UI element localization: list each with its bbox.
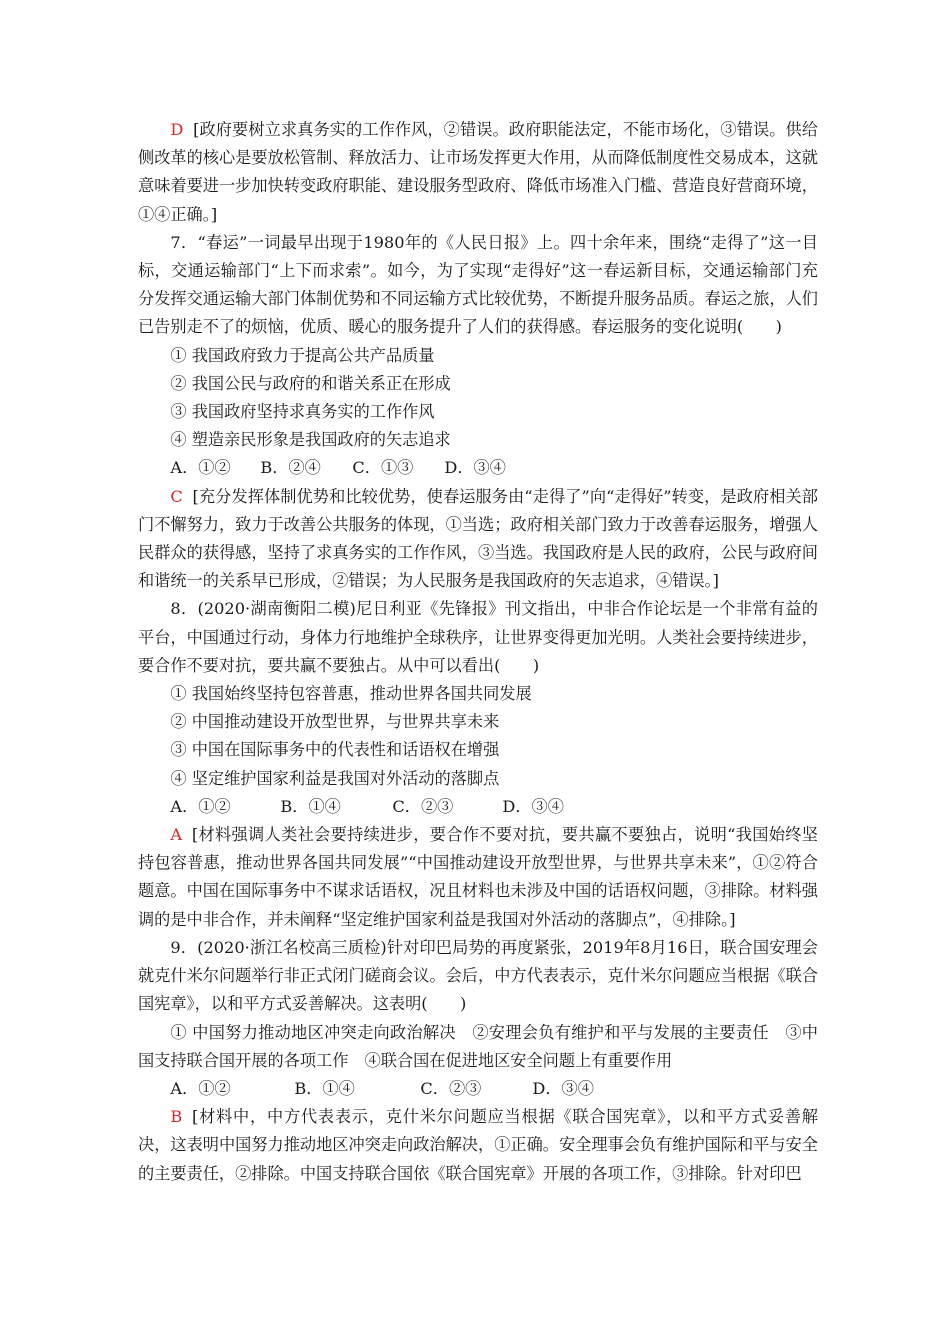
answer-explanation <box>138 483 818 596</box>
answer-letter: A <box>170 825 183 845</box>
choice-d: D．③④ <box>502 796 564 816</box>
question-stem: 9．(2020·浙江名校高三质检)针对印巴局势的再度紧张，2019年8月16日，联合国安理会就克什米尔问题举行非正式闭门磋商会议。会后，中方代表表示，克什米尔问题应当根据《联合国宪章》，以和平方式妥善解决。这表明( ) <box>138 937 818 1014</box>
statement-option: ④ 坚定维护国家利益是我国对外活动的落脚点 <box>170 768 500 788</box>
statement-option: ① 我国政府致力于提高公共产品质量 <box>170 345 435 365</box>
statement-options-inline: ① 中国努力推动地区冲突走向政治解决 ②安理会负有维护和平与发展的主要责任 ③中国支持联合国开展的各项工作 ④联合国在促进地区安全问题上有重要作用 <box>138 1022 818 1070</box>
choice-a: A．①② <box>170 1078 231 1098</box>
question-stem: 8．(2020·湖南衡阳二模)尼日利亚《先锋报》刊文指出，中非合作论坛是一个非常有益的平台，中国通过行动，身体力行地维护全球秩序，让世界变得更加光明。人类社会要持续进步，要合作不要对抗，要共赢不要独占。从中可以看出( ) <box>138 599 818 675</box>
choice-c: C．①③ <box>352 458 414 478</box>
statement-option: ③ 中国在国际事务中的代表性和话语权在增强 <box>170 740 500 760</box>
choice-b: B．①④ <box>294 1078 355 1098</box>
question-stem: 7．“春运”一词最早出现于1980年的《人民日报》上。四十余年来，围绕“走得了”这一目标，交通运输部门“上下而求索”。如今，为了实现“走得好”这一春运新目标，交通运输部门充分发挥交通运输大部门体制优势和不同运输方式比较优势，不断提升服务品质。春运之旅，人们已告别走不了的烦恼，优质、暖心的服务提升了人们的获得感。春运服务的变化说明( ) <box>138 232 818 337</box>
choice-c: C．②③ <box>392 796 454 816</box>
choice-a: A．①② <box>170 796 231 816</box>
statement-option: ③ 我国政府坚持求真务实的工作作风 <box>170 402 435 422</box>
choice-d: D．③④ <box>444 458 506 478</box>
statement-option: ② 我国公民与政府的和谐关系正在形成 <box>170 373 451 393</box>
statement-option: ② 中国推动建设开放型世界，与世界共享未来 <box>170 712 500 732</box>
answer-letter: D <box>170 120 184 139</box>
choice-b: B．①④ <box>280 796 341 816</box>
choice-b: B．②④ <box>260 458 321 478</box>
answer-letter: C <box>170 486 183 506</box>
answer-text: [材料强调人类社会要持续进步，要合作不要对抗，要共赢不要独占，说明“我国始终坚持包容普惠，推动世界各国共同发展”“中国推动建设开放型世界，与世界共享未来”，①②符合题意。中国在国际事务中不谋求话语权，况且材料也未涉及中国的话语权问题，③排除。材料强调的是中非合作，并未阐释“坚定维护国家利益是我国对外活动的落脚点”，④排除。] <box>138 825 818 929</box>
document-page <box>138 116 818 1188</box>
answer-explanation <box>138 1103 818 1188</box>
answer-explanation <box>138 821 818 934</box>
choice-row <box>138 454 818 482</box>
statement-option: ④ 塑造亲民形象是我国政府的矢志追求 <box>170 430 451 450</box>
answer-text: [政府要树立求真务实的工作作风，②错误。政府职能法定，不能市场化，③错误。供给侧改革的核心是要放松管制、释放活力、让市场发挥更大作用，从而降低制度性交易成本，这就意味着要进一步加快转变政府职能、建设服务型政府、降低市场准入门槛、营造良好营商环境，①④正确。] <box>138 120 818 224</box>
answer-text: [材料中，中方代表表示，克什米尔问题应当根据《联合国宪章》，以和平方式妥善解决，这表明中国努力推动地区冲突走向政治解决，①正确。安全理事会负有维护国际和平与安全的主要责任，②排除。中国支持联合国依《联合国宪章》开展的各项工作，③排除。针对印巴 <box>138 1107 818 1183</box>
answer-text: [充分发挥体制优势和比较优势，使春运服务由“走得了”向“走得好”转变，是政府相关部门不懈努力，致力于改善公共服务的体现，①当选；政府相关部门致力于改善春运服务，增强人民群众的获得感，坚持了求真务实的工作作风，③当选。我国政府是人民的政府，公民与政府间和谐统一的关系早已形成，②错误；为人民服务是我国政府的矢志追求，④错误。] <box>138 486 818 591</box>
choice-row <box>138 793 818 821</box>
choice-a: A．①② <box>170 458 231 478</box>
answer-explanation <box>138 116 818 229</box>
answer-letter: B <box>170 1107 183 1127</box>
choice-d: D．③④ <box>532 1078 594 1098</box>
choice-row <box>138 1075 818 1103</box>
choice-c: C．②③ <box>420 1078 482 1098</box>
statement-option: ① 我国始终坚持包容普惠，推动世界各国共同发展 <box>170 684 532 704</box>
